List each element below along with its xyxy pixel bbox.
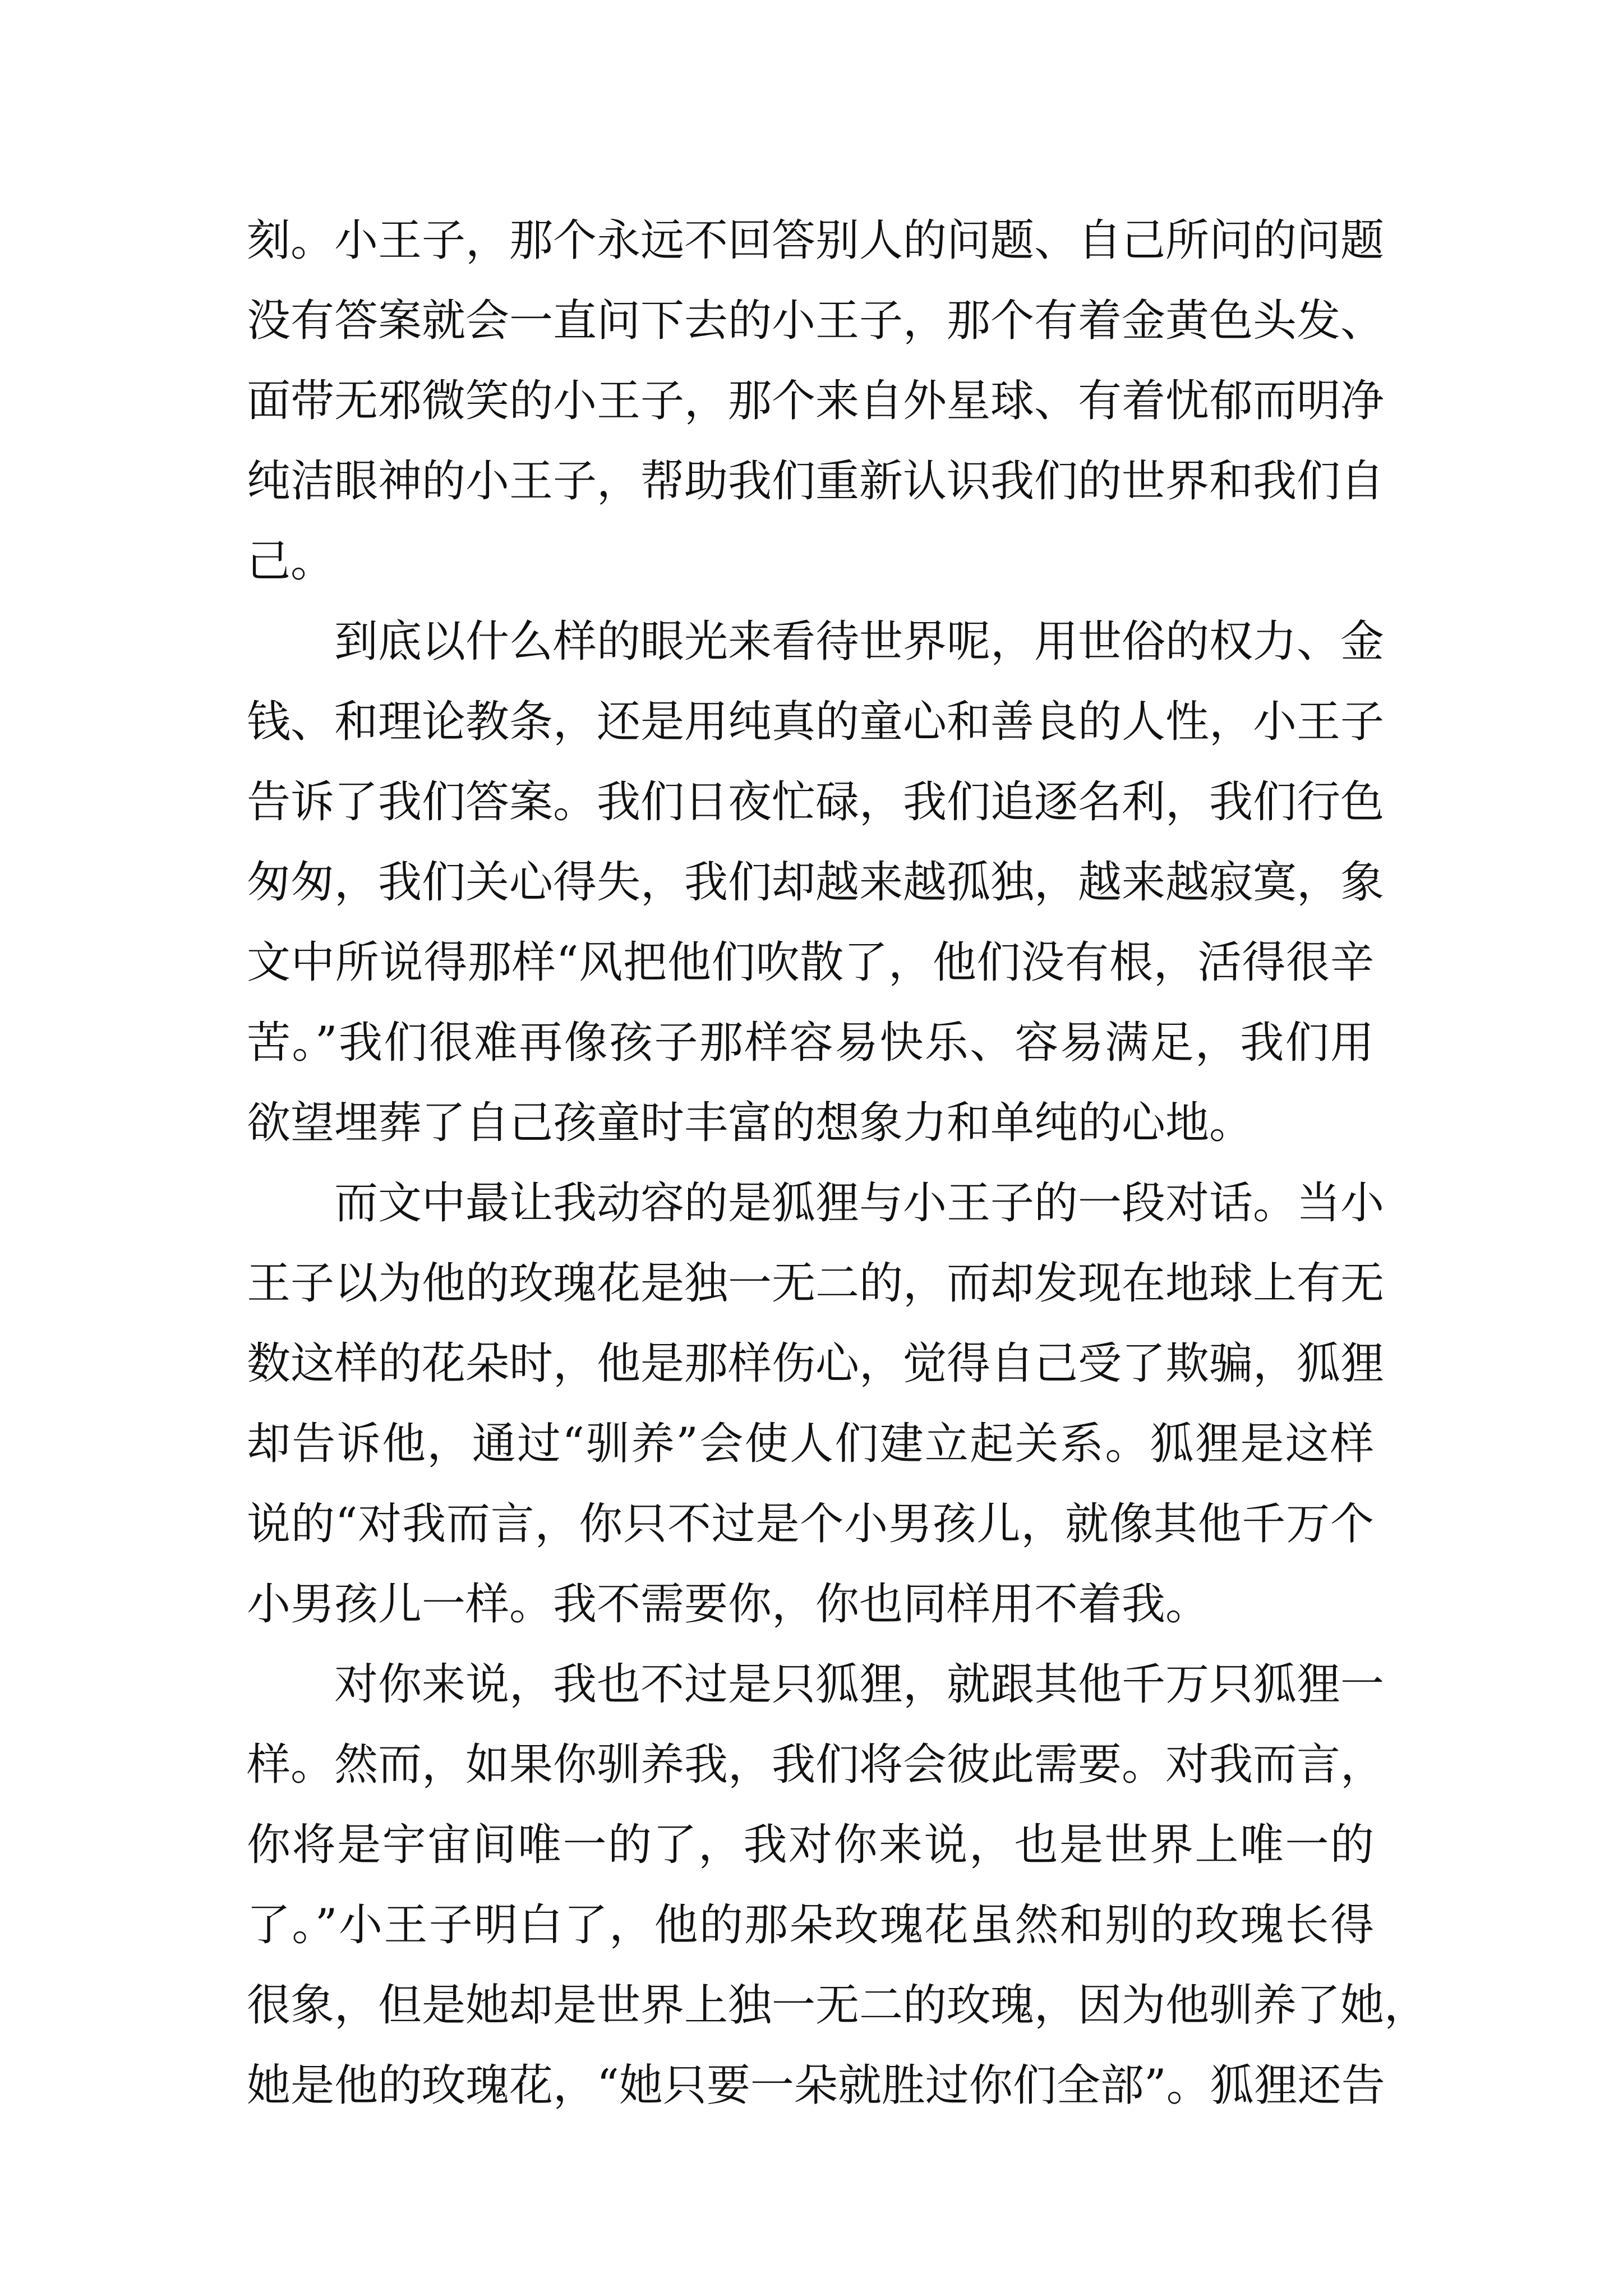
- text-line: 文中所说得那样“风把他们吹散了，他们没有根，活得很辛: [247, 937, 1374, 988]
- body-text: [247, 201, 1428, 2126]
- text-line: 她是他的玫瑰花，“她只要一朵就胜过你们全部”。狐狸还告: [247, 2060, 1385, 2111]
- text-line: 了。”小王子明白了，他的那朵玫瑰花虽然和别的玫瑰长得: [247, 1900, 1374, 1950]
- paragraph-first-line: 而文中最让我动容的是狐狸与小王子的一段对话。当小: [334, 1178, 1385, 1228]
- text-line: 告诉了我们答案。我们日夜忙碌，我们追逐名利，我们行色: [247, 777, 1385, 827]
- text-line: 样。然而，如果你驯养我，我们将会彼此需要。对我而言，: [247, 1740, 1385, 1790]
- text-line: 刻。小王子，那个永远不回答别人的问题、自己所问的问题: [247, 215, 1385, 266]
- text-line: 你将是宇宙间唯一的了，我对你来说，也是世界上唯一的: [247, 1820, 1374, 1870]
- text-line: 钱、和理论教条，还是用纯真的童心和善良的人性，小王子: [247, 697, 1385, 747]
- text-line: 苦。”我们很难再像孩子那样容易快乐、容易满足，我们用: [247, 1018, 1374, 1068]
- text-line: 数这样的花朵时，他是那样伤心，觉得自己受了欺骗，狐狸: [247, 1338, 1385, 1389]
- text-line: 面带无邪微笑的小王子，那个来自外星球、有着忧郁而明净: [247, 376, 1385, 426]
- text-line: 纯洁眼神的小王子，帮助我们重新认识我们的世界和我们自: [247, 456, 1385, 507]
- text-line: 王子以为他的玫瑰花是独一无二的，而却发现在地球上有无: [247, 1258, 1385, 1309]
- text-line: 匆匆，我们关心得失，我们却越来越孤独，越来越寂寞，象: [247, 857, 1385, 908]
- text-line: 没有答案就会一直问下去的小王子，那个有着金黄色头发、: [247, 296, 1385, 346]
- text-line: 小男孩儿一样。我不需要你，你也同样用不着我。: [247, 1579, 1210, 1630]
- paragraph-first-line: 对你来说，我也不过是只狐狸，就跟其他千万只狐狸一: [334, 1659, 1385, 1710]
- text-line: 却告诉他，通过“驯养”会使人们建立起关系。狐狸是这样: [247, 1419, 1374, 1469]
- text-line: 说的“对我而言，你只不过是个小男孩儿，就像其他千万个: [247, 1499, 1374, 1549]
- text-line: 欲望埋葬了自己孩童时丰富的想象力和单纯的心地。: [247, 1098, 1253, 1148]
- paragraph-first-line: 到底以什么样的眼光来看待世界呢，用世俗的权力、金: [334, 616, 1385, 667]
- text-line: 很象，但是她却是世界上独一无二的玫瑰，因为他驯养了她，: [247, 1980, 1428, 2031]
- text-line: 己。: [247, 536, 335, 587]
